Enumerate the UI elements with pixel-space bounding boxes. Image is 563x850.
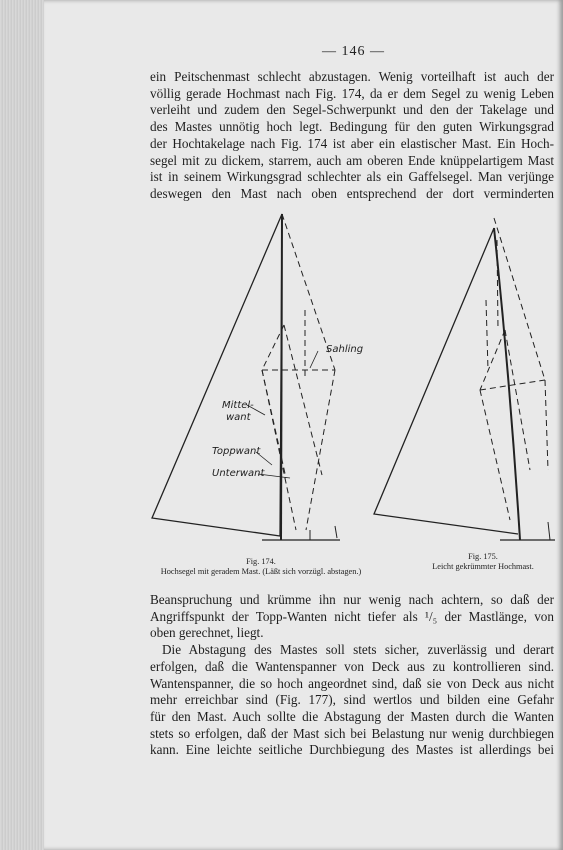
sahling-175 (480, 380, 545, 390)
text-line: der Hochtakelage nach Fig. 174 ist aber ein elastischer Mast. Ein Hoch- (150, 135, 554, 151)
toppwant-lower-line (306, 370, 335, 530)
text-line: ein Peitschenmast schlecht abzustagen. Wenig vorteilhaft ist auch der (150, 69, 554, 84)
page-number: — 146 — (322, 44, 385, 59)
label-mittelwant-1: Mittel- (222, 400, 254, 411)
mast-174 (281, 214, 282, 540)
paragraph-top (150, 69, 554, 203)
caption-fig-174 (150, 557, 372, 577)
leader-sahling (310, 351, 318, 368)
spanner-mark (335, 526, 337, 538)
text-line: deswegen den Mast nach oben entsprechend der dort verminderten (150, 185, 554, 201)
mast-guide-175 (497, 240, 498, 330)
caption-title: Fig. 174. (246, 557, 276, 566)
caption-title: Fig. 175. (468, 552, 498, 561)
mittelwant-line (284, 325, 322, 475)
text-line: erfolgen, daß die Wantenspanner von Deck aus zu kontrollieren sind. (150, 658, 554, 674)
sahling-left-175 (480, 330, 505, 390)
figure-175-drawing (374, 218, 555, 540)
label-sahling: Sahling (326, 344, 364, 355)
page-edges (0, 0, 50, 850)
text-line: Die Abstagung des Mastes soll stets sicher, zuverlässig und derart (162, 642, 554, 658)
sail-outline-174 (152, 214, 282, 536)
sail-outline-175 (374, 228, 518, 534)
text-line: verleiht und zudem den Segel-Schwerpunkt und den der Takelage und (150, 102, 554, 118)
text-line: stets so erfolgen, daß der Mast sich bei Belastung nur wenig durchbiegen (150, 725, 554, 741)
paragraph-bottom (150, 592, 554, 759)
text-line: ist in seinem Wirkungsgrad schlechter als ein Gaffelsegel. Man verjünge (150, 169, 554, 185)
text-line: segel mit zu dickem, starrem, auch am oberen Ende knüppelartigem Mast (150, 152, 554, 168)
caption-fig-175 (413, 552, 553, 572)
label-unterwant: Unterwant (212, 468, 265, 479)
label-mittelwant-2: want (226, 412, 251, 423)
text-line: des Mastes unnötig hoch legt. Bedingung für den guten Wirkungsgrad (150, 119, 554, 135)
toppwant-lower-175 (545, 380, 548, 470)
sail-rigging-figures (150, 208, 555, 554)
mittelwant-175 (505, 330, 530, 470)
caption-text: Leicht gekrümmter Hochmast. (432, 562, 534, 571)
text-line: Wantenspanner, die so hoch angeordnet sind, daß sie von Deck aus nicht (150, 675, 554, 691)
text-line: Beanspruchung und krümme ihn nur wenig nach achtern, so daß der (150, 592, 554, 607)
mast-guide-175 (486, 300, 488, 370)
text-line: oben gerechnet, liegt. (150, 625, 264, 641)
text-line: Angriffspunkt der Topp-Wanten nicht tiefer als ¹/₅ der Mastlänge, von (150, 608, 554, 624)
text-line: mehr erreichbar sind (Fig. 177), sind wertlos und bilden eine Gefahr (150, 692, 554, 708)
spanner-mark-175 (548, 522, 550, 540)
text-line: für den Mast. Auch sollte die Abstagung der Masten durch die Wanten (150, 708, 554, 724)
label-toppwant: Toppwant (212, 446, 261, 457)
unterwant-175 (480, 390, 510, 520)
figure-174-drawing (152, 214, 340, 540)
text-line: völlig gerade Hochmast nach Fig. 174, da er dem Segel zu wenig Leben (150, 85, 554, 101)
caption-text: Hochsegel mit geradem Mast. (Läßt sich vorzügl. abstagen.) (160, 567, 362, 576)
text-line: kann. Eine leichte seitliche Durchbiegung des Mastes ist allerdings bei (150, 742, 554, 758)
curved-mast-175 (494, 228, 520, 540)
